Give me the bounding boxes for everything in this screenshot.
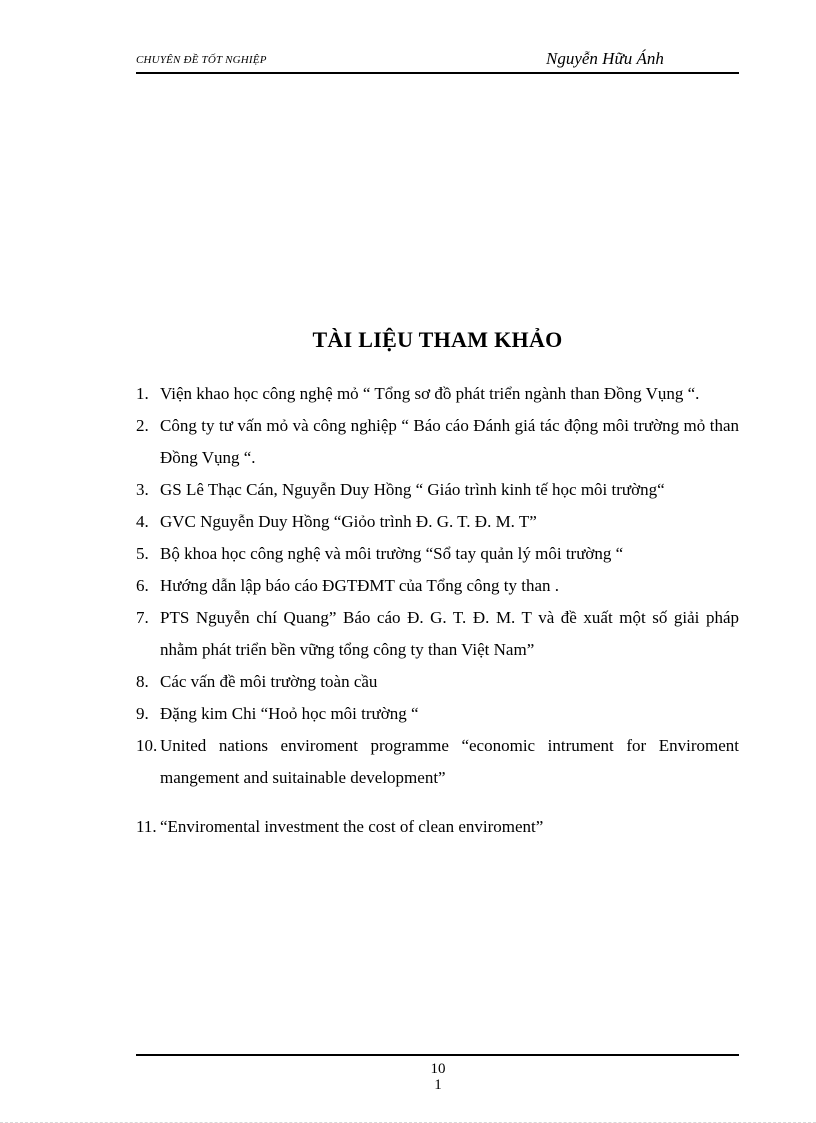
header-author: Nguyễn Hữu Ánh — [546, 49, 664, 68]
reference-item-4 — [136, 506, 739, 538]
page-number: 101 — [430, 1061, 446, 1093]
reference-text: Bộ khoa học công nghệ và môi trường “Sổ tay quản lý môi trường “ — [160, 544, 624, 563]
reference-number: 8. — [136, 672, 149, 691]
reference-number: 3. — [136, 480, 149, 499]
reference-item-3 — [136, 474, 739, 506]
reference-item-5 — [136, 538, 739, 570]
reference-item-8 — [136, 666, 739, 698]
reference-text: Các vấn đề môi trường toàn cầu — [160, 672, 378, 691]
reference-text: “Enviromental investment the cost of clean enviroment” — [160, 817, 544, 836]
reference-text: Hướng dẫn lập báo cáo ĐGTĐMT của Tổng công ty than . — [160, 576, 560, 595]
reference-number: 10. — [136, 736, 158, 755]
reference-item-11 — [136, 811, 739, 843]
reference-number: 1. — [136, 384, 149, 403]
reference-text: GVC Nguyễn Duy Hồng “Giỏo trình Đ. G. T. Đ. M. T” — [160, 512, 537, 531]
reference-item-6 — [136, 570, 739, 602]
reference-number: 11. — [136, 817, 157, 836]
reference-number: 4. — [136, 512, 149, 531]
page-title: TÀI LIỆU THAM KHẢO — [312, 326, 563, 352]
reference-number: 2. — [136, 416, 149, 435]
reference-item-2 — [136, 410, 739, 474]
reference-number: 6. — [136, 576, 149, 595]
reference-item-7 — [136, 602, 739, 666]
reference-item-10 — [136, 730, 739, 794]
reference-number: 9. — [136, 704, 149, 723]
reference-text: Viện khao học công nghệ mỏ “ Tổng sơ đồ phát triển ngành than Đồng Vụng “. — [160, 384, 700, 403]
header-document-type: CHUYÊN ĐỀ TỐT NGHIỆP — [136, 54, 267, 66]
reference-number: 5. — [136, 544, 149, 563]
reference-item-9 — [136, 698, 739, 730]
reference-text: Công ty tư vấn mỏ và công nghiệp “ Báo cáo Đánh giá tác động môi trường mỏ than Đồng Vụng “. — [160, 416, 739, 467]
reference-text: GS Lê Thạc Cán, Nguyễn Duy Hồng “ Giáo trình kinh tế học môi trường“ — [160, 480, 665, 499]
reference-list — [136, 378, 739, 843]
reference-text: United nations enviroment programme “economic intrument for Enviroment mangement and suitainable development” — [160, 736, 739, 787]
reference-text: PTS Nguyễn chí Quang” Báo cáo Đ. G. T. Đ. M. T và đề xuất một số giải pháp nhằm phát triển bền vững tổng công ty than Việt Nam” — [160, 608, 739, 659]
page-header — [136, 48, 739, 74]
reference-text: Đặng kim Chi “Hoỏ học môi trường “ — [160, 704, 419, 723]
footer-rule — [136, 1054, 739, 1056]
reference-number: 7. — [136, 608, 149, 627]
reference-item-1 — [136, 378, 739, 410]
